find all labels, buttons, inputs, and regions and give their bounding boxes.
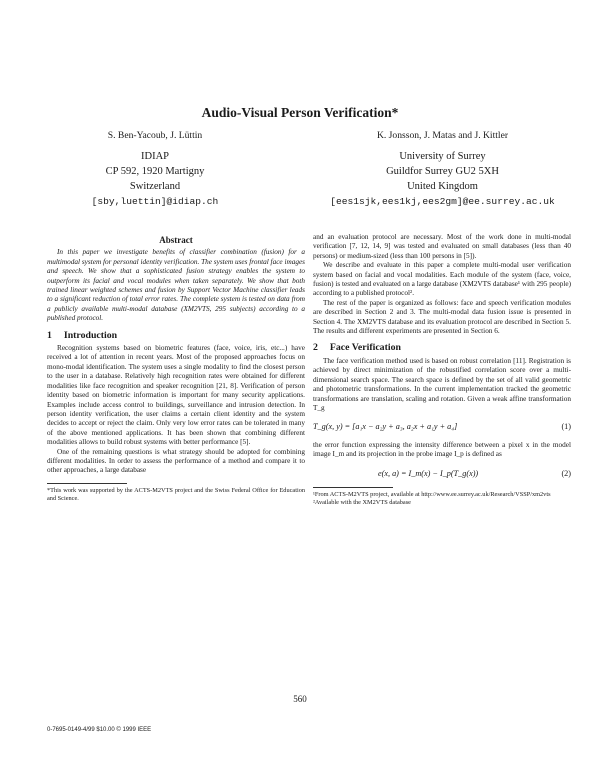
right-column: [313, 233, 571, 507]
section-heading-face-verification: 2 Face Verification: [313, 342, 401, 354]
footnote-2: ²Available with the XM2VTS database: [313, 498, 411, 506]
abstract-text: In this paper we investigate benefits of classifier combination (fusion) for a multimodal system for personal identity verification. The system uses frontal face images and speech. We show that a sophisticated fusion strategy enables the system to outperform its facial and vocal modules when taken separately. We show that both trained linear weighted schemes and fusion by Support Vector Machine classifier leads to a significant reduction of total error rates. The complete system is tested on data from a publicly available multi-modal database (XM2VTS, 295 subjects) according to a published protocol.: [47, 248, 305, 323]
affiliation-line: United Kingdom: [407, 181, 478, 192]
body-paragraph: the error function expressing the intensity difference between a pixel x in the model image I_m and its projection in the probe image I_p is defined as: [313, 440, 571, 459]
body-paragraph: We describe and evaluate in this paper a complete multi-modal user verification system based on facial and vocal modalities. Each module of the system (face, voice, fusion) is tested and evaluated on a large database (XM2VTS database¹ with 295 people) according to a published protocol².: [313, 261, 571, 298]
page-number: 560: [293, 694, 307, 704]
author-block-left: [40, 128, 270, 209]
affiliation-line: IDIAP: [141, 151, 169, 162]
affiliation-line: CP 592, 1920 Martigny: [105, 166, 205, 177]
body-paragraph: The rest of the paper is organized as follows: face and speech verification modules are described in Section 2 and 3. The multi-modal data fusion issue is presented in Section 4. The XM2VTS database and its evaluation protocol are described in Section 5. The results and different experiments are presented in Section 6.: [313, 298, 571, 336]
left-column: [47, 236, 305, 503]
affiliation-line: Switzerland: [129, 181, 181, 192]
body-paragraph: and an evaluation protocol are necessary. Most of the work done in multi-modal verification [7, 12, 14, 9] was tested and evaluated on small databases (less than 40 persons) or medium-sized (less than 100 persons in [5]).: [313, 233, 571, 260]
copyright-footer: 0-7695-0149-4/99 $10.00 © 1999 IEEE: [47, 727, 152, 733]
body-paragraph: The face verification method used is based on robust correlation [11]. Registration is achieved by direct minimization of the robustified correlation score over a multi-dimensional search space. The search space is defined by the set of all valid geometric and photometric transformations. In the current implementation tracked the geometric transformations are translation, scaling and rotation. Given a weak affine transformation T_g: [313, 356, 571, 412]
author-names-left: S. Ben-Yacoub, J. Lüttin: [107, 130, 203, 141]
section-heading-introduction: 1 Introduction: [47, 329, 118, 341]
abstract-heading: Abstract: [159, 235, 193, 245]
author-email-left: [sby,luettin]@idiap.ch: [91, 196, 219, 207]
intro-paragraph: Recognition systems based on biometric features (face, voice, iris, etc...) have received a lot of attention in recent years. Most of the proposed approaches focus on mono-modal identification. The system uses a single modality to find the closest person to the user in a database. Relatively high recognition rates were obtained for different modalities like face recognition and speaker recognition [21, 8]. Verification of person identity based on biometric information is important for many security applications. Examples include access control to buildings, surveillance and intrusion detection. In person identity verification, the user claims a certain client identity and the system decides to accept or reject the claim. Only very low error rates can be tolerated in many of the above mentioned applications. It has been shown that combining different modalities allows to build robust systems with better performance [5].: [47, 344, 305, 447]
equation-1: T_g(x, y) = [a₁x − a₂y + a₃, a₂x + a₁y + a₄] (1): [313, 422, 571, 432]
author-block-right: [300, 128, 585, 209]
footnote-1: ¹From ACTS-M2VTS project, available at http://www.ee.surrey.ac.uk/Research/VSSP/xm2vts: [313, 490, 551, 498]
footnote-funding: *This work was supported by the ACTS-M2VTS project and the Swiss Federal Office for Education and Science.: [47, 486, 305, 502]
affiliation-line: University of Surrey: [399, 151, 486, 162]
intro-paragraph: One of the remaining questions is what strategy should be adopted for combining different modalities. In order to assess the performance of a method and compare it to other approaches, a large database: [47, 447, 305, 475]
author-email-right: [ees1sjk,ees1kj,ees2gm]@ee.surrey.ac.uk: [330, 196, 555, 207]
footnote-rule: [47, 483, 127, 484]
equation-2: e(x, a) = I_m(x) − I_p(T_g(x)) (2): [378, 468, 571, 478]
author-names-right: K. Jonsson, J. Matas and J. Kittler: [376, 130, 509, 141]
affiliation-line: Guildfor Surrey GU2 5XH: [386, 166, 499, 177]
footnote-rule: [313, 487, 393, 488]
paper-title: Audio-Visual Person Verification*: [201, 105, 399, 120]
